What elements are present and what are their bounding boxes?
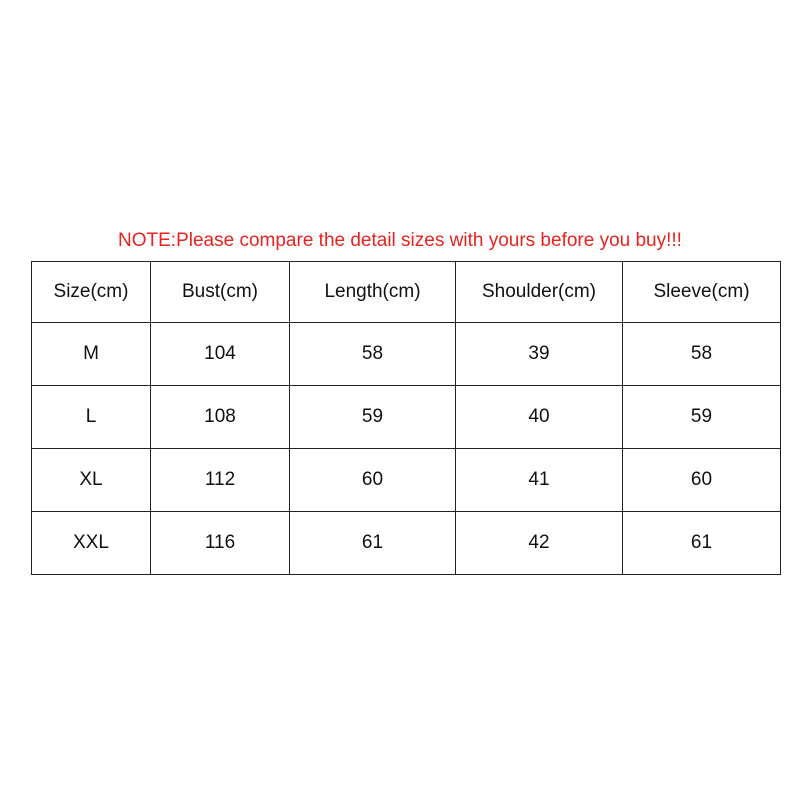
cell-bust: 108 <box>151 386 290 449</box>
size-note: NOTE:Please compare the detail sizes with yours before you buy!!! <box>118 230 682 251</box>
cell-bust: 104 <box>151 323 290 386</box>
cell-shoulder: 41 <box>456 449 623 512</box>
cell-size: M <box>32 323 151 386</box>
header-sleeve: Sleeve(cm) <box>623 262 781 323</box>
header-shoulder: Shoulder(cm) <box>456 262 623 323</box>
cell-length: 58 <box>290 323 456 386</box>
cell-sleeve: 60 <box>623 449 781 512</box>
cell-shoulder: 42 <box>456 512 623 575</box>
cell-length: 59 <box>290 386 456 449</box>
cell-sleeve: 59 <box>623 386 781 449</box>
cell-sleeve: 61 <box>623 512 781 575</box>
header-bust: Bust(cm) <box>151 262 290 323</box>
table-row <box>32 449 781 512</box>
header-length: Length(cm) <box>290 262 456 323</box>
cell-size: XXL <box>32 512 151 575</box>
cell-length: 61 <box>290 512 456 575</box>
cell-shoulder: 39 <box>456 323 623 386</box>
cell-size: XL <box>32 449 151 512</box>
header-size: Size(cm) <box>32 262 151 323</box>
table-header-row <box>32 262 781 323</box>
cell-shoulder: 40 <box>456 386 623 449</box>
table-row <box>32 512 781 575</box>
size-chart-table <box>31 261 781 575</box>
cell-size: L <box>32 386 151 449</box>
cell-bust: 116 <box>151 512 290 575</box>
cell-length: 60 <box>290 449 456 512</box>
cell-sleeve: 58 <box>623 323 781 386</box>
cell-bust: 112 <box>151 449 290 512</box>
table-row <box>32 386 781 449</box>
table-row <box>32 323 781 386</box>
